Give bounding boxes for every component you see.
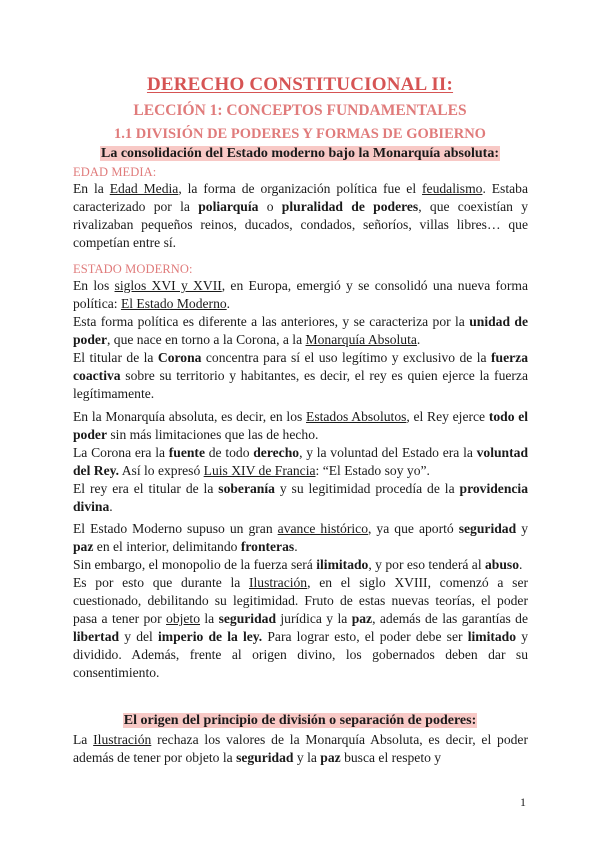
text-run: y (516, 521, 528, 536)
text-run: , que nace en torno a la Corona, a la (106, 332, 306, 347)
bold-term: providencia divina (73, 481, 528, 514)
document-title: DERECHO CONSTITUCIONAL II: (146, 74, 454, 95)
bold-term: ilimitado (316, 557, 369, 572)
underlined-term: Luis XIV de Francia (203, 463, 316, 478)
bold-term: fuerza coactiva (73, 350, 528, 383)
bold-term: poliarquía (198, 199, 259, 214)
text-run: , en Europa, emergió y se consolidó una nueva forma política: (73, 278, 528, 311)
text-run: la (200, 611, 219, 626)
paragraph-edad-media (73, 180, 528, 252)
text-run: busca el respeto y (340, 750, 442, 765)
text-run: El Estado Moderno supuso un gran (73, 521, 278, 536)
text-run: rechaza los valores de la Monarquía Absoluta, es decir, el poder además de tener por objeto la (73, 732, 528, 765)
text-run: en el interior, delimitando (93, 539, 241, 554)
text-run: y la (293, 750, 321, 765)
bold-term: abuso (485, 557, 520, 572)
text-run: . (416, 332, 421, 347)
text-run: : “El Estado soy yo”. (315, 463, 430, 478)
text-line (73, 313, 528, 349)
text-run: . Estaba caracterizado por la (73, 181, 528, 214)
bold-term: derecho (253, 445, 300, 460)
paragraph-ilustracion (73, 731, 528, 767)
subtitle-highlight: La consolidación del Estado moderno bajo la Monarquía absoluta: (100, 146, 500, 161)
text-line (73, 574, 528, 682)
text-line (73, 480, 528, 516)
text-run: concentra para sí el uso legítimo y exclusivo de la (201, 350, 491, 365)
text-line (73, 556, 528, 574)
text-run: Para lograr esto, el poder debe ser (262, 629, 468, 644)
text-line (73, 277, 528, 313)
text-line (73, 731, 528, 767)
text-run: . (294, 539, 298, 554)
text-run: . (109, 499, 113, 514)
text-run: La (73, 732, 94, 747)
text-run: En los (73, 278, 115, 293)
text-line (73, 520, 528, 556)
text-run: y del (119, 629, 158, 644)
subtitle-estado-moderno (0, 146, 600, 162)
underlined-term: avance histórico (277, 521, 368, 536)
underlined-term: Estados Absolutos (306, 409, 407, 424)
text-line (73, 180, 528, 252)
bold-term: Corona (157, 350, 202, 365)
text-run: , la forma de organización política fue el (178, 181, 423, 196)
text-line (73, 444, 528, 480)
bold-term: imperio de la ley. (157, 629, 263, 644)
bold-term: fuente (168, 445, 205, 460)
page-number: 1 (520, 795, 526, 809)
text-run: Así lo expresó (119, 463, 204, 478)
underlined-term: Monarquía Absoluta (305, 332, 417, 347)
underlined-term: El Estado Moderno (120, 296, 227, 311)
text-run: sin más limitaciones que las de hecho. (106, 427, 319, 442)
heading-edad-media: EDAD MEDIA: (73, 165, 157, 179)
bold-term: seguridad (236, 750, 294, 765)
bold-term: limitado (467, 629, 517, 644)
bold-term: paz (320, 750, 341, 765)
text-run: , ya que aportó (368, 521, 459, 536)
underlined-term: Ilustración (248, 575, 308, 590)
text-run: , el Rey ejerce (406, 409, 489, 424)
text-run: El titular de la (73, 350, 158, 365)
paragraph-monarquia-absoluta (73, 408, 528, 516)
lesson-title: LECCIÓN 1: CONCEPTOS FUNDAMENTALES (133, 102, 467, 119)
text-run: y dividido. Además, frente al origen divino, los gobernados deben dar su consentimiento. (73, 629, 529, 680)
underlined-term: objeto (166, 611, 200, 626)
text-run: sobre su territorio y habitantes, es decir, el rey es quien ejerce la fuerza legítimamente. (73, 368, 528, 401)
underlined-term: feudalismo (422, 181, 483, 196)
paragraph-estado-moderno (73, 277, 528, 403)
text-run: , y por eso tenderá al (368, 557, 485, 572)
text-run: En la Monarquía absoluta, es decir, en los (73, 409, 307, 424)
underlined-term: Edad Media (109, 181, 179, 196)
bold-term: paz (73, 539, 94, 554)
text-run: Esta forma política es diferente a las anteriores, y se caracteriza por la (73, 314, 470, 329)
text-run: y su legitimidad procedía de la (274, 481, 460, 496)
bold-term: fronteras (240, 539, 295, 554)
text-line (73, 349, 528, 403)
bold-term: unidad de poder (73, 314, 529, 347)
bold-term: seguridad (218, 611, 277, 626)
text-run: . (519, 557, 523, 572)
text-run: , además de las garantías de (372, 611, 528, 626)
bold-term: pluralidad de poderes (281, 199, 419, 214)
section-title: 1.1 DIVISIÓN DE PODERES Y FORMAS DE GOBIERNO (114, 126, 486, 142)
bold-term: todo el poder (73, 409, 529, 442)
text-run: de todo (205, 445, 254, 460)
heading-estado-moderno: ESTADO MODERNO: (73, 262, 193, 276)
bold-term: voluntad del Rey. (73, 445, 528, 478)
text-run: Es por esto que durante la (73, 575, 249, 590)
text-run: En la (73, 181, 110, 196)
subtitle-highlight: El origen del principio de división o separación de poderes: (123, 713, 477, 728)
text-line (73, 408, 528, 444)
text-run: , en el siglo XVIII, comenzó a ser cuestionado, debilitando su legitimidad. Fruto de estas nuevas teorías, el poder pasa a tener por (73, 575, 528, 626)
text-run: o (258, 199, 282, 214)
bold-term: soberanía (218, 481, 275, 496)
text-run: . (226, 296, 231, 311)
text-run: Sin embargo, el monopolio de la fuerza será (73, 557, 317, 572)
text-run: , y la voluntad del Estado era la (299, 445, 477, 460)
text-run: jurídica y la (276, 611, 352, 626)
text-run: , que coexistían y rivalizaban pequeños reinos, ducados, condados, señoríos, villas libres… que competían entre sí. (73, 199, 529, 250)
paragraph-avance-historico (73, 520, 528, 682)
underlined-term: siglos XVI y XVII (114, 278, 222, 293)
underlined-term: Ilustración (93, 732, 152, 747)
bold-term: paz (351, 611, 373, 626)
bold-term: seguridad (458, 521, 517, 536)
subtitle-division-poderes (0, 713, 600, 729)
text-run: La Corona era la (73, 445, 169, 460)
bold-term: libertad (73, 629, 120, 644)
text-run: El rey era el titular de la (73, 481, 219, 496)
